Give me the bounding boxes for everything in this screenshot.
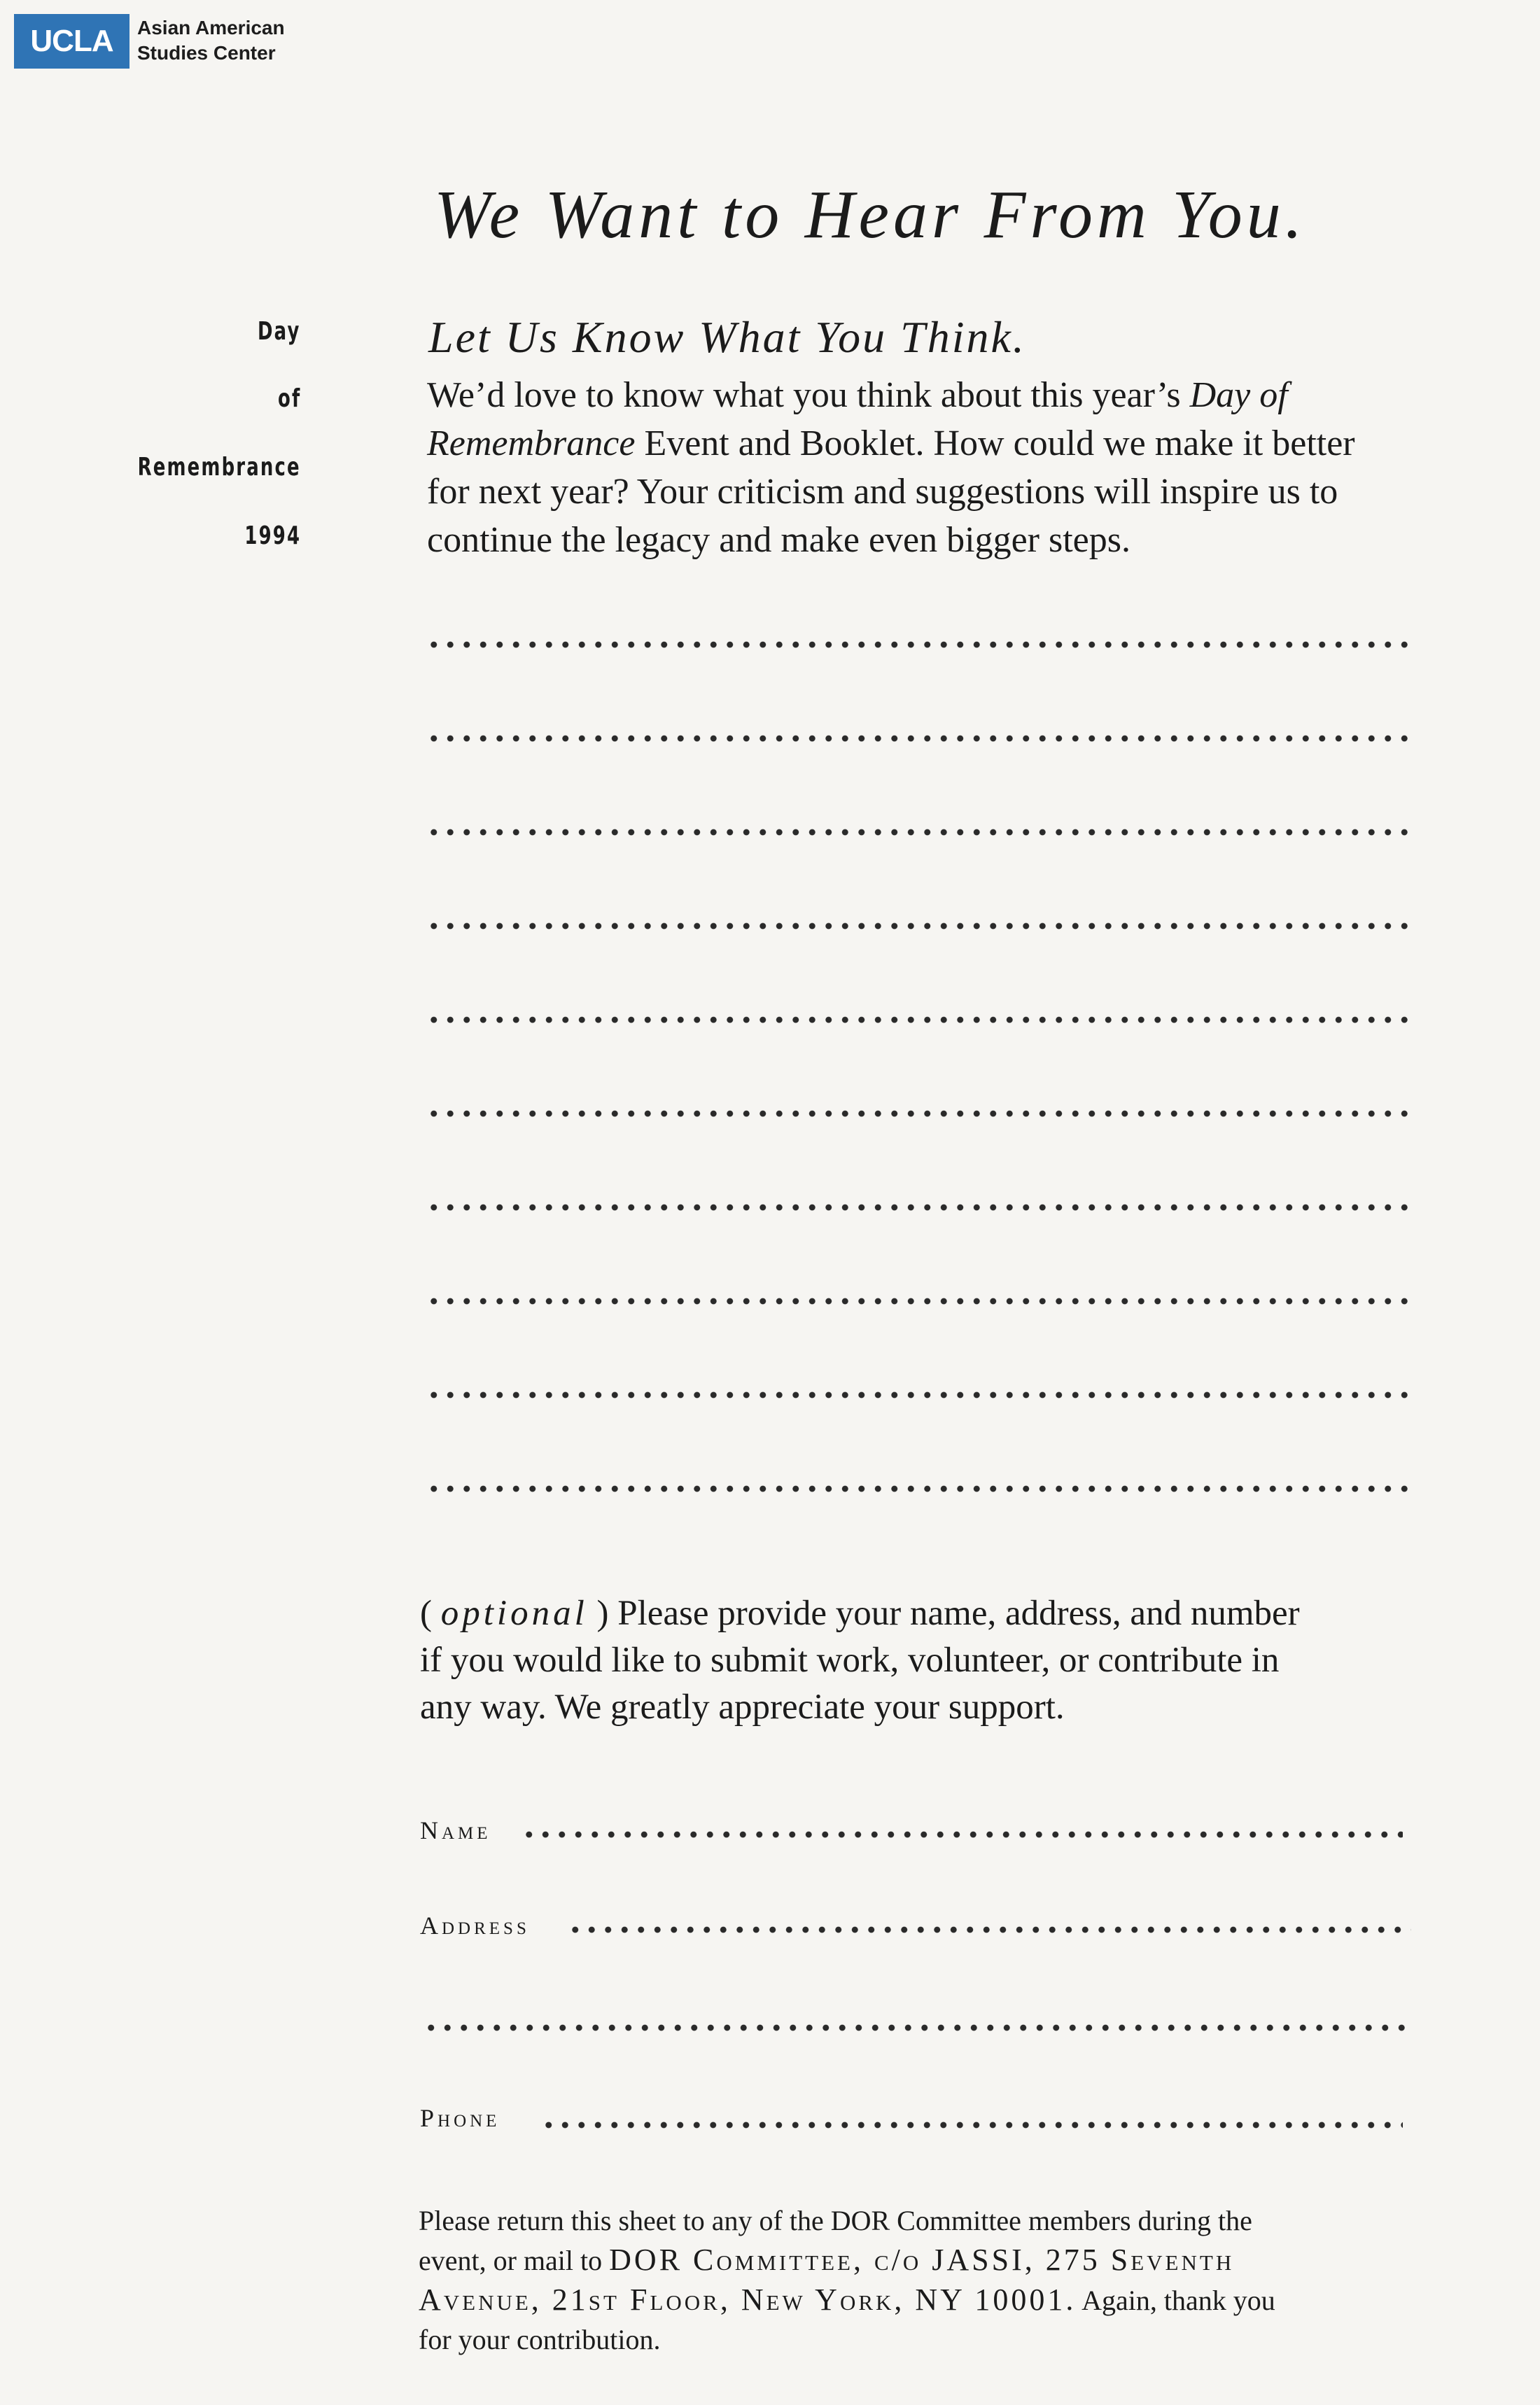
ucla-logo: UCLA xyxy=(14,14,130,69)
footer-line-3-text: Again, thank you xyxy=(1076,2285,1275,2316)
mailing-address-part-2: Avenue, 21st Floor, New York, NY 10001. xyxy=(419,2283,1077,2317)
optional-line-1 xyxy=(420,1590,1428,1637)
phone-field[interactable] xyxy=(540,2120,1403,2130)
center-name xyxy=(137,15,285,66)
footer-line-1: Please return this sheet to any of the DOR Committee members during the xyxy=(419,2205,1252,2236)
page-subtitle: Let Us Know What You Think. xyxy=(428,312,1026,362)
footer-line-4: for your contribution. xyxy=(419,2324,661,2355)
sidebar-of: of xyxy=(277,384,301,413)
footer-line-2-text: event, or mail to xyxy=(419,2245,610,2276)
sidebar-day: Day xyxy=(258,317,301,346)
sidebar-remembrance: Remembrance xyxy=(137,453,301,482)
address-field-line-2[interactable] xyxy=(423,2023,1411,2033)
name-label: Name xyxy=(420,1816,491,1844)
intro-line-1-text: We’d love to know what you think about this year’s xyxy=(427,375,1190,415)
comment-line[interactable] xyxy=(426,827,1417,837)
address-label: Address xyxy=(420,1912,530,1940)
return-instructions xyxy=(419,2201,1441,2360)
center-name-line1: Asian American xyxy=(137,17,285,38)
page-title: We Want to Hear From You. xyxy=(434,177,1307,253)
sidebar-year: 1994 xyxy=(244,521,301,550)
optional-paragraph xyxy=(420,1590,1428,1731)
intro-line-4: continue the legacy and make even bigger steps. xyxy=(427,520,1130,560)
optional-line-1-text: ) Please provide your name, address, and number xyxy=(596,1594,1300,1633)
center-name-line2: Studies Center xyxy=(137,42,276,64)
comment-line[interactable] xyxy=(426,1109,1417,1119)
comment-line[interactable] xyxy=(426,921,1417,931)
intro-line-1-emphasis: Day of xyxy=(1189,375,1288,415)
phone-label: Phone xyxy=(420,2104,500,2132)
comment-line[interactable] xyxy=(426,1015,1417,1025)
intro-line-2-emphasis: Remembrance xyxy=(427,423,636,463)
optional-open-paren: ( xyxy=(420,1594,432,1633)
address-field[interactable] xyxy=(567,1925,1411,1935)
optional-line-3: any way. We greatly appreciate your support. xyxy=(420,1688,1065,1727)
intro-line-2-text: Event and Booklet. How could we make it better xyxy=(635,423,1355,463)
comment-line[interactable] xyxy=(426,640,1417,650)
name-field[interactable] xyxy=(521,1830,1403,1839)
intro-line-1 xyxy=(427,371,1421,419)
optional-word: optional xyxy=(440,1594,588,1633)
comment-line[interactable] xyxy=(426,1390,1417,1400)
comment-line[interactable] xyxy=(426,734,1417,743)
mailing-address-part-1: DOR Committee, c/o JASSI, 275 Seventh xyxy=(609,2243,1235,2277)
intro-line-3: for next year? Your criticism and suggestions will inspire us to xyxy=(427,472,1338,512)
comment-line[interactable] xyxy=(426,1296,1417,1306)
footer-line-3 xyxy=(419,2280,1441,2320)
intro-line-2 xyxy=(427,419,1421,468)
footer-line-2 xyxy=(419,2241,1441,2280)
comment-line[interactable] xyxy=(426,1484,1417,1494)
comment-line[interactable] xyxy=(426,1202,1417,1212)
intro-paragraph xyxy=(427,371,1421,564)
optional-line-2: if you would like to submit work, volunteer, or contribute in xyxy=(420,1641,1280,1680)
